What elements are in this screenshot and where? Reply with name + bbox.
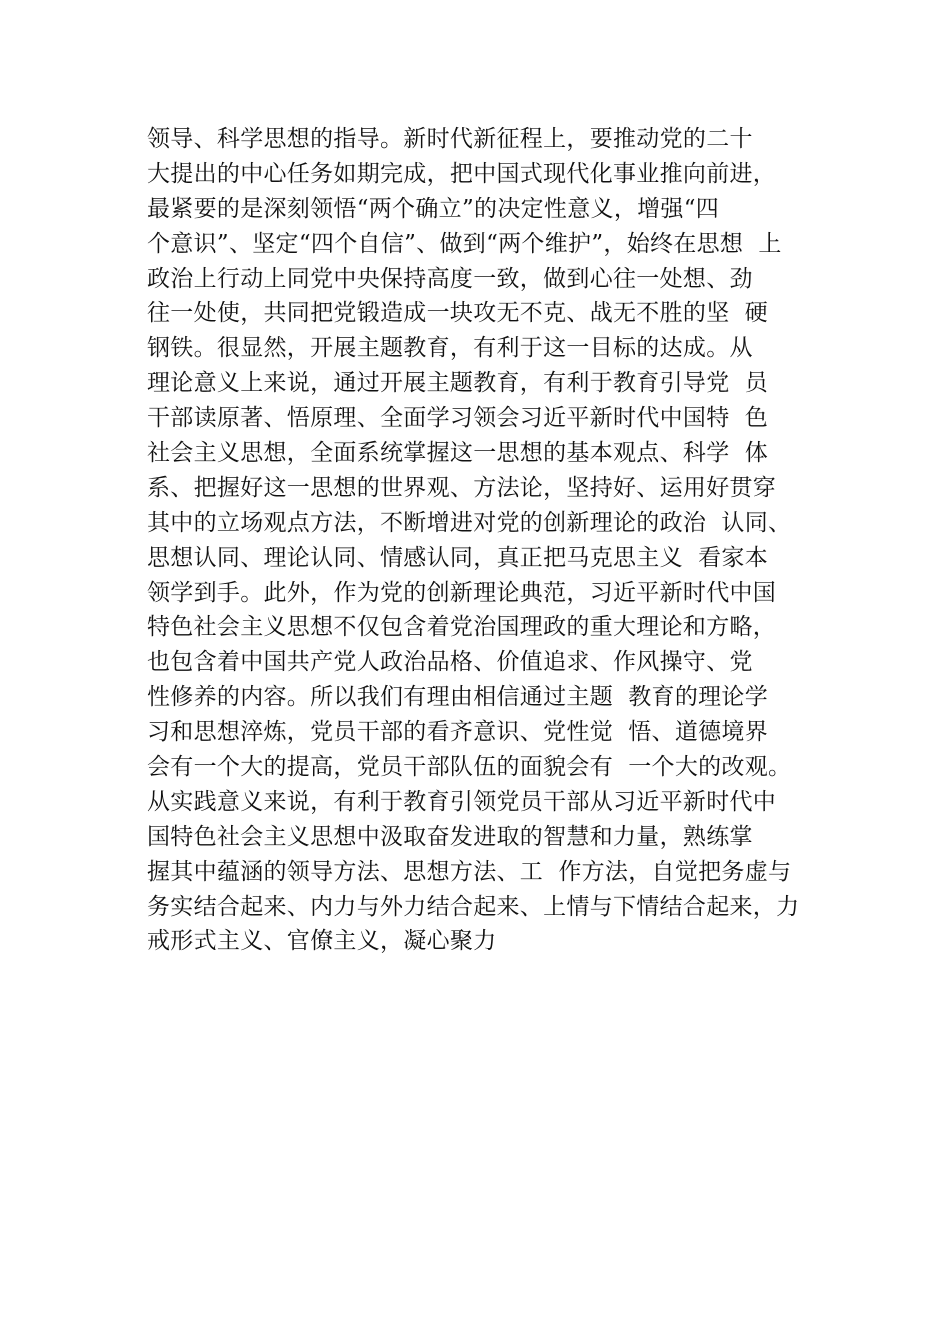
text-line: 政治上行动上同党中央保持高度一致，做到心往一处想、劲 [147, 265, 753, 292]
text-line: 往一处使，共同把党锻造成一块攻无不克、战无不胜的坚 硬 [147, 300, 769, 327]
text-line: 理论意义上来说，通过开展主题教育，有利于教育引导党 员 [147, 370, 769, 397]
text-line: 思想认同、理论认同、情感认同，真正把马克思主义 看家本 [147, 544, 769, 571]
text-line: 系、把握好这一思想的世界观、方法论，坚持好、运用好贯穿 [147, 474, 777, 501]
text-line: 钢铁。很显然，开展主题教育，有利于这一目标的达成。从 [147, 335, 753, 362]
body-text [147, 122, 847, 959]
text-line: 干部读原著、悟原理、全面学习领会习近平新时代中国特 色 [147, 405, 769, 432]
text-line: 个意识”、坚定“四个自信”、做到“两个维护”，始终在思想 上 [147, 230, 782, 257]
text-line: 其中的立场观点方法，不断增进对党的创新理论的政治 认同、 [147, 509, 792, 536]
text-line: 会有一个大的提高，党员干部队伍的面貌会有 一个大的改观。 [147, 754, 792, 781]
text-line: 握其中蕴涵的领导方法、思想方法、工 作方法，自觉把务虚与 [147, 858, 792, 885]
text-line: 习和思想淬炼，党员干部的看齐意识、党性觉 悟、道德境界 [147, 719, 769, 746]
text-line: 最紧要的是深刻领悟“两个确立”的决定性意义，增强“四 [147, 195, 720, 222]
text-line: 社会主义思想，全面系统掌握这一思想的基本观点、科学 体 [147, 440, 769, 467]
text-line: 戒形式主义、官僚主义，凝心聚力 [147, 928, 497, 955]
text-line: 从实践意义来说，有利于教育引领党员干部从习近平新时代中 [147, 788, 777, 815]
text-line: 领导、科学思想的指导。新时代新征程上，要推动党的二十 [147, 126, 753, 152]
text-line: 国特色社会主义思想中汲取奋发进取的智慧和力量，熟练掌 [147, 823, 753, 850]
text-line: 也包含着中国共产党人政治品格、价值追求、作风操守、党 [147, 649, 753, 676]
text-line: 性修养的内容。所以我们有理由相信通过主题 教育的理论学 [147, 684, 769, 711]
text-line: 务实结合起来、内力与外力结合起来、上情与下情结合起来，力 [147, 893, 800, 920]
text-line: 领学到手。此外，作为党的创新理论典范，习近平新时代中国 [147, 579, 777, 606]
text-line: 特色社会主义思想不仅包含着党治国理政的重大理论和方略， [147, 614, 777, 641]
text-line: 大提出的中心任务如期完成，把中国式现代化事业推向前进， [147, 160, 777, 187]
